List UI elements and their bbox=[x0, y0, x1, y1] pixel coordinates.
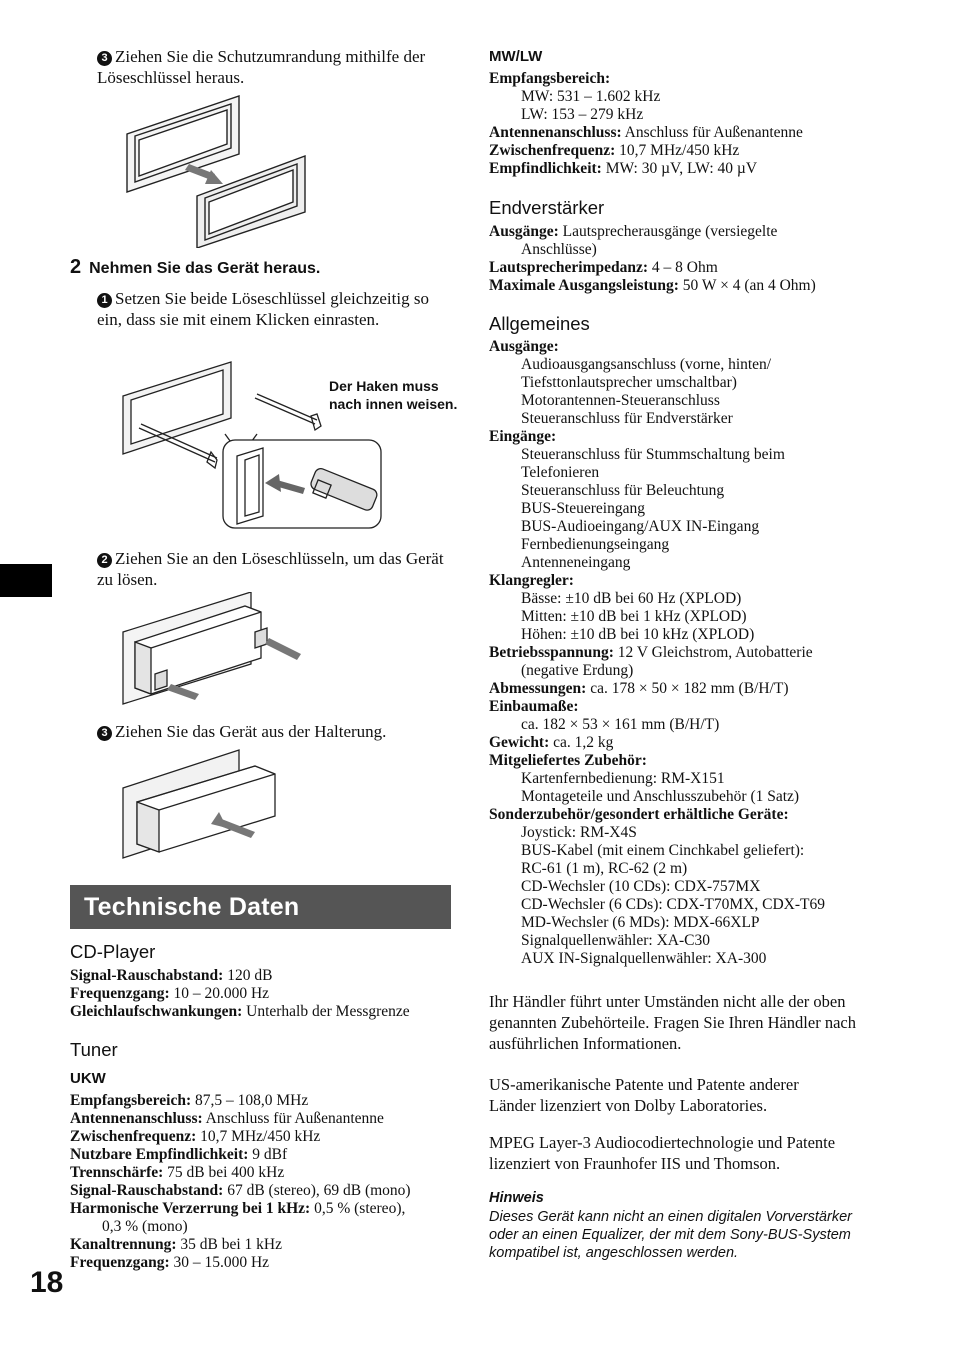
circled-number: 1 bbox=[97, 293, 112, 308]
step-title: Nehmen Sie das Gerät heraus. bbox=[89, 260, 321, 277]
figure-pull-unit bbox=[115, 744, 285, 864]
circled-number: 3 bbox=[97, 51, 112, 66]
dealer-note: Ihr Händler führt unter Umständen nicht alle der oben genannten Zubehörteile. Fragen Sie Ihren Händler nach ausführlichen Informationen. bbox=[489, 992, 856, 1053]
general-specs: Ausgänge: Audioausgangsanschluss (vorne, hinten/ Tiefsttonlautsprecher umschaltbar) Motorantennen-Steueranschluss Steueranschluss für Endverstärker Eingänge: Steueranschluss für Stummschaltung beim Telefonieren Steueranschluss für Beleuchtung BUS-Steuereingang BUS-Audioeingang/AUX IN-Eingang Fernbedienungseingang Antenneneingang Klangregler: Bässe: ±10 dB bei 60 Hz (XPLOD) Mitten: ±10 dB bei 1 kHz (XPLOD) Höhen: ±10 dB bei 10 kHz (XPLOD) Betriebsspannung: 12 V Gleichstrom, Autobatterie (negative Erdung) Abmessungen: ca. 178 × 50 × 182 mm (B/H/T) Einbaumaße: ca. 182 × 53 × 161 mm (B/H/T) Gewicht: ca. 1,2 kg Mitgeliefertes Zubehör: Kartenfernbedienung: RM-X151 Montageteile und Anschlusszubehör (1 Satz) Sonderzubehör/gesondert erhältliche Geräte: Joystick: RM-X4S BUS-Kabel (mit einem Cinchkabel geliefert): RC-61 (1 m), RC-62 (2 m) CD-Wechsler (10 CDs): CDX-757MX CD-Wechsler (6 CDs): CDX-T70MX, CDX-T69 MD-Wechsler (6 MDs): MDX-66XLP Signalquellenwähler: XA-C30 AUX IN-Signalquellenwähler: XA-300 bbox=[489, 338, 909, 968]
spec-row: Einbaumaße: bbox=[489, 698, 579, 715]
step-2-header bbox=[70, 256, 320, 279]
spec-row: Kanaltrennung: 35 dB bei 1 kHz bbox=[70, 1236, 283, 1253]
spec-row: Maximale Ausgangsleistung: 50 W × 4 (an 4 Ohm) bbox=[489, 277, 816, 294]
spec-row: Ausgänge: bbox=[489, 338, 559, 355]
spec-row: Empfangsbereich: bbox=[489, 70, 611, 87]
dolby-note: US-amerikanische Patente und Patente anderer Länder lizenziert von Dolby Laboratories. bbox=[489, 1075, 799, 1115]
ukw-specs bbox=[70, 1092, 460, 1272]
spec-row: Eingänge: bbox=[489, 428, 557, 445]
sub-step-1-text: Setzen Sie beide Löseschlüssel gleichzeitig so ein, dass sie mit einem Klicken einrasten. bbox=[97, 289, 429, 329]
spec-row: Zwischenfrequenz: 10,7 MHz/450 kHz bbox=[70, 1128, 321, 1145]
circled-number: 3 bbox=[97, 726, 112, 741]
spec-cont: 0,3 % (mono) bbox=[102, 1218, 188, 1235]
spec-row: Betriebsspannung: 12 V Gleichstrom, Autobatterie bbox=[489, 644, 813, 661]
spec-cont: Anschlüsse) bbox=[521, 241, 597, 258]
spec-row: Signal-Rauschabstand: 120 dB bbox=[70, 967, 273, 984]
spec-row: Ausgänge: Lautsprecherausgänge (versiegelte bbox=[489, 223, 778, 240]
mpeg-note: MPEG Layer-3 Audiocodiertechnologie und Patente lizenziert von Fraunhofer IIS und Thomson. bbox=[489, 1133, 836, 1173]
general-heading: Allgemeines bbox=[489, 313, 590, 334]
circled-number: 2 bbox=[97, 553, 112, 568]
figure-frame-removal bbox=[115, 92, 325, 248]
cd-player-specs bbox=[70, 967, 460, 1021]
spec-row: Trennschärfe: 75 dB bei 400 kHz bbox=[70, 1164, 285, 1181]
spec-row: Nutzbare Empfindlichkeit: 9 dBf bbox=[70, 1146, 288, 1163]
page-number: 18 bbox=[30, 1266, 64, 1299]
section-title-bar bbox=[70, 885, 451, 929]
mwlw-specs bbox=[489, 70, 889, 178]
spec-cont: LW: 153 – 279 kHz bbox=[521, 106, 644, 123]
spec-row: Klangregler: bbox=[489, 572, 574, 589]
spec-row: Abmessungen: ca. 178 × 50 × 182 mm (B/H/T) bbox=[489, 680, 789, 697]
sub-step-1 bbox=[97, 288, 437, 330]
spec-row: Lautsprecherimpedanz: 4 – 8 Ohm bbox=[489, 259, 718, 276]
sub-step-2 bbox=[97, 548, 457, 590]
sub-step-2-text: Ziehen Sie an den Löseschlüsseln, um das Gerät zu lösen. bbox=[97, 549, 444, 589]
mwlw-heading: MW/LW bbox=[489, 48, 543, 65]
amp-specs bbox=[489, 223, 889, 295]
tuner-heading: Tuner bbox=[70, 1039, 118, 1060]
spec-row: Empfangsbereich: 87,5 – 108,0 MHz bbox=[70, 1092, 309, 1109]
cd-player-heading: CD-Player bbox=[70, 941, 156, 962]
sub-step-3 bbox=[97, 721, 457, 742]
spec-row: Empfindlichkeit: MW: 30 µV, LW: 40 µV bbox=[489, 160, 758, 177]
hint-text: Dieses Gerät kann nicht an einen digitalen Vorverstärker oder an einen Equalizer, der mit dem Sony-BUS-System kompatibel ist, angeschlossen werden. bbox=[489, 1209, 852, 1261]
step-b3 bbox=[97, 46, 457, 88]
spec-row: Frequenzgang: 30 – 15.000 Hz bbox=[70, 1254, 270, 1271]
spec-row: Sonderzubehör/gesondert erhältliche Geräte: bbox=[489, 806, 789, 823]
spec-row: Antennenanschluss: Anschluss für Außenantenne bbox=[489, 124, 803, 141]
hook-note: Der Haken muss nach innen weisen. bbox=[329, 378, 458, 412]
side-tab bbox=[0, 564, 52, 597]
amp-heading: Endverstärker bbox=[489, 197, 605, 218]
ukw-heading: UKW bbox=[70, 1070, 106, 1087]
spec-row: Gewicht: ca. 1,2 kg bbox=[489, 734, 614, 751]
spec-row: Harmonische Verzerrung bei 1 kHz: 0,5 % (stereo), bbox=[70, 1200, 406, 1217]
spec-row: Signal-Rauschabstand: 67 dB (stereo), 69 dB (mono) bbox=[70, 1182, 411, 1199]
figure-unlock-unit bbox=[115, 592, 315, 708]
hint-title: Hinweis bbox=[489, 1190, 544, 1206]
spec-row: Frequenzgang: 10 – 20.000 Hz bbox=[70, 985, 270, 1002]
section-title: Technische Daten bbox=[84, 893, 300, 921]
spec-row: Mitgeliefertes Zubehör: bbox=[489, 752, 647, 769]
spec-row: Gleichlaufschwankungen: Unterhalb der Messgrenze bbox=[70, 1003, 410, 1020]
step-number: 2 bbox=[70, 256, 82, 278]
sub-step-3-text: Ziehen Sie das Gerät aus der Halterung. bbox=[115, 722, 387, 741]
step-b3-text: Ziehen Sie die Schutzumrandung mithilfe der Löseschlüssel heraus. bbox=[97, 47, 426, 87]
spec-row: Zwischenfrequenz: 10,7 MHz/450 kHz bbox=[489, 142, 740, 159]
spec-row: Antennenanschluss: Anschluss für Außenantenne bbox=[70, 1110, 384, 1127]
spec-cont: MW: 531 – 1.602 kHz bbox=[521, 88, 661, 105]
